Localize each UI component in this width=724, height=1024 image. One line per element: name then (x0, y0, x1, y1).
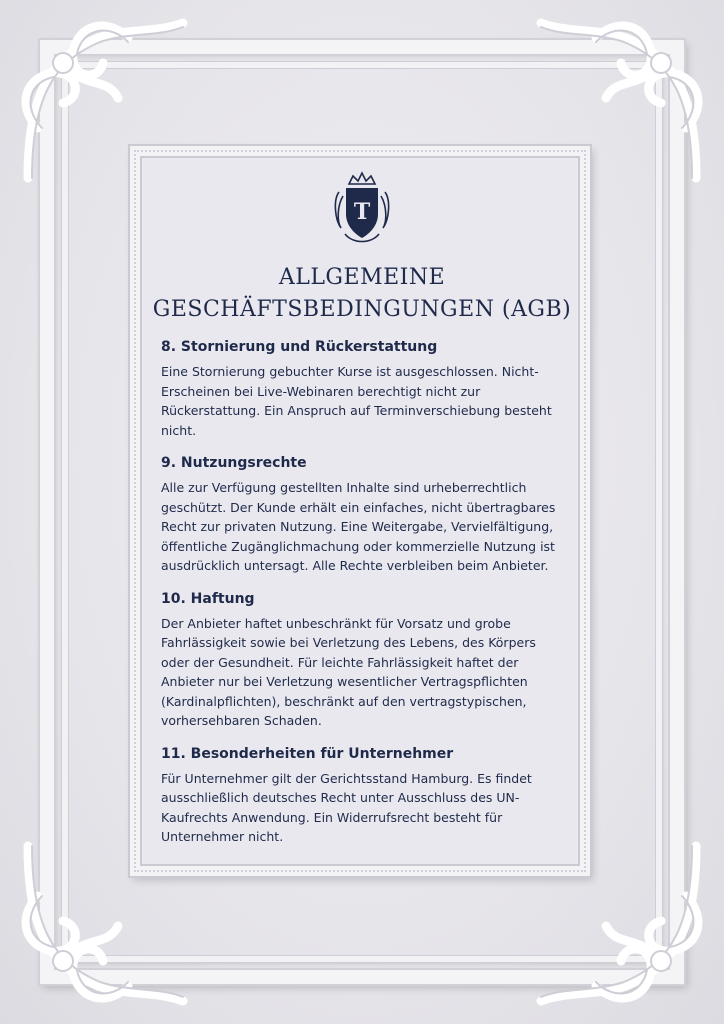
page-title-line-1: ALLGEMEINE (278, 265, 446, 290)
section-cancellation (161, 337, 561, 440)
terms-content (161, 337, 561, 860)
section-heading: 11. Besonderheiten für Unternehmer (161, 745, 454, 762)
svg-text:T: T (353, 199, 371, 225)
section-body: Alle zur Verfügung gestellten Inhalte sind urheberrechtlich geschützt. Der Kunde erhält ein einfaches, nicht übertragbares Recht zur privaten Nutzung. Eine Weitergabe, Vervielfältigung, öffentliche Zugänglichmachung oder kommerzielle Nutzung ist ausdrücklich untersagt. Alle Rechte verbleiben beim Anbieter. (161, 480, 556, 573)
section-usage-rights (161, 453, 561, 576)
section-liability (161, 589, 561, 731)
section-body: Eine Stornierung gebuchter Kurse ist ausgeschlossen. Nicht-Erscheinen bei Live-Webinaren berechtigt nicht zur Rückerstattung. Ein Anspruch auf Terminverschiebung besteht nicht. (161, 364, 552, 438)
section-business-customers (161, 744, 561, 847)
page-title (140, 262, 584, 326)
section-heading: 9. Nutzungsrechte (161, 455, 307, 471)
section-heading: 10. Haftung (161, 590, 255, 607)
section-heading: 8. Stornierung und Rückerstattung (161, 339, 438, 355)
section-body: Für Unternehmer gilt der Gerichtsstand Hamburg. Es findet ausschließlich deutsches Recht unter Ausschluss des UN-Kaufrechts Anwendung. Ein Widerrufsrecht besteht für Unternehmer nicht. (161, 770, 532, 844)
section-body: Der Anbieter haftet unbeschränkt für Vorsatz und grobe Fahrlässigkeit sowie bei Verletzung des Lebens, des Körpers oder der Gesundheit. Für leichte Fahrlässigkeit haftet der Anbieter nur bei Verletzung wesentlicher Vertragspflichten (Kardinalpflichten), beschränkt auf den vertragstypischen, vorhersehbaren Schaden. (161, 615, 536, 728)
crest-icon (331, 170, 393, 248)
page-title-line-2: GESCHÄFTSBEDINGUNGEN (AGB) (152, 297, 572, 322)
